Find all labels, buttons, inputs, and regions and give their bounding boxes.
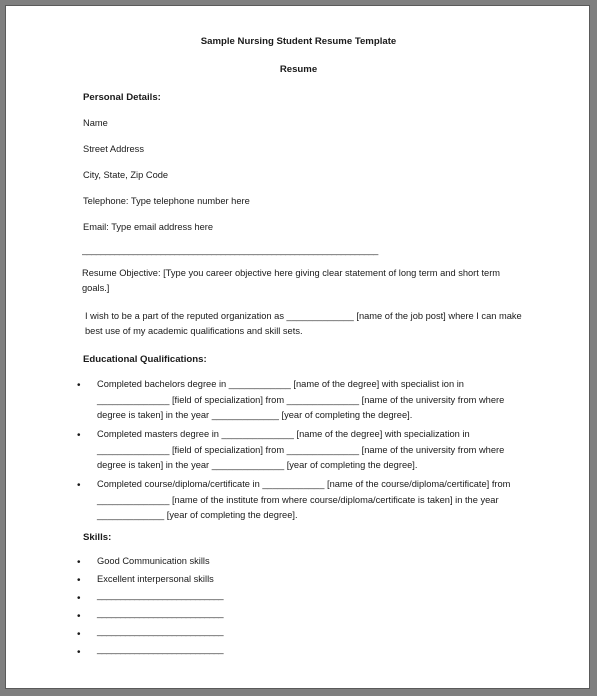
document-title: Sample Nursing Student Resume Template	[200, 36, 397, 47]
education-bullet-1: •	[77, 380, 81, 391]
skill-item-blank-4: ___________________________	[97, 644, 224, 654]
document-subtitle: Resume	[279, 64, 318, 75]
education-heading: Educational Qualifications:	[83, 354, 207, 365]
objective-statement: I wish to be a part of the reputed organization as _____________ [name of the job post] where I can make best use of my academic qualifications and skill sets.	[85, 311, 522, 336]
skills-bullet-2: •	[77, 575, 81, 586]
education-item-bachelors: Completed bachelors degree in ____________ [name of the degree] with specialist ion in ______________ [field of specialization] from ______________ [name of the university from where degree is taken] in the year _____________ [year of completing the degree].	[97, 379, 505, 420]
section-divider: ________________________________________________________________	[82, 245, 378, 255]
skills-heading: Skills:	[83, 532, 112, 543]
document-page	[5, 5, 590, 689]
skills-bullet-6: •	[77, 647, 81, 658]
skill-item-communication: Good Communication skills	[97, 556, 210, 566]
personal-telephone: Telephone: Type telephone number here	[83, 196, 250, 206]
skills-bullet-4: •	[77, 611, 81, 622]
personal-name: Name	[83, 118, 108, 128]
skills-bullet-1: •	[77, 557, 81, 568]
skills-bullet-3: •	[77, 593, 81, 604]
education-item-certificate: Completed course/diploma/certificate in ____________ [name of the course/diploma/certificate] from ______________ [name of the institute from where course/diploma/certificate is taken] in the year _____________ [year of completing the degree].	[97, 479, 511, 520]
resume-document	[6, 6, 589, 688]
resume-objective: Resume Objective: [Type you career objective here giving clear statement of long term and short term goals.]	[82, 268, 501, 293]
education-bullet-2: •	[77, 430, 81, 441]
personal-email: Email: Type email address here	[83, 222, 214, 232]
education-bullet-3: •	[77, 480, 81, 491]
skill-item-interpersonal: Excellent interpersonal skills	[97, 574, 214, 584]
education-item-masters: Completed masters degree in ______________ [name of the degree] with specialization in ______________ [field of specialization] from ______________ [name of the university from where degree is taken] in the year ______________ [year of completing the degree].	[97, 429, 505, 470]
personal-street: Street Address	[83, 144, 144, 154]
skill-item-blank-3: ___________________________	[97, 626, 224, 636]
skill-item-blank-2: ___________________________	[97, 608, 224, 618]
personal-details-heading: Personal Details:	[83, 92, 161, 103]
skills-bullet-5: •	[77, 629, 81, 640]
personal-city: City, State, Zip Code	[83, 170, 169, 180]
skill-item-blank-1: ___________________________	[97, 590, 224, 600]
